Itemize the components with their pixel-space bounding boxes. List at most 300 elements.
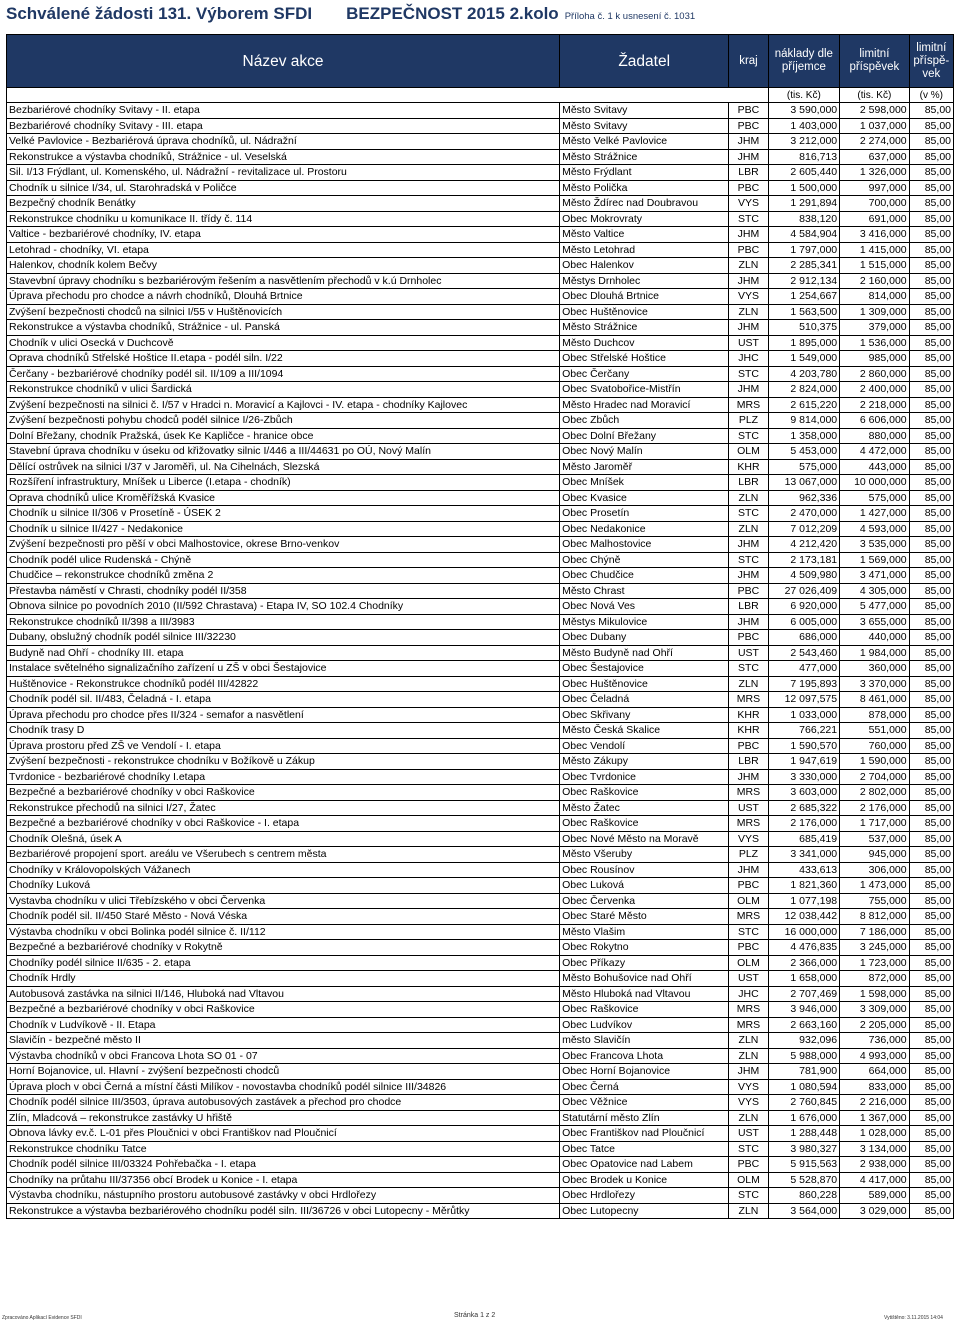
- cell-name: Chodník trasy D: [7, 723, 560, 739]
- table-row: [7, 413, 954, 429]
- cell-costs: 2 707,469: [768, 986, 840, 1002]
- cell-applicant: Obec Brodek u Konice: [560, 1172, 729, 1188]
- cell-limit: 4 305,000: [840, 583, 910, 599]
- cell-limit: 1 536,000: [840, 335, 910, 351]
- table-row: [7, 397, 954, 413]
- cell-pct: 85,00: [909, 769, 953, 785]
- cell-limit: 6 606,000: [840, 413, 910, 429]
- cell-name: Bezpečné a bezbariérové chodníky v Rokytně: [7, 940, 560, 956]
- table-row: [7, 630, 954, 646]
- cell-limit: 997,000: [840, 180, 910, 196]
- footer-source: Zpracováno Aplikací Evidence SFDI: [2, 1315, 82, 1321]
- cell-name: Obnova lávky ev.č. L-01 přes Ploučnici v obci Františkov nad Ploučnicí: [7, 1126, 560, 1142]
- cell-pct: 85,00: [909, 599, 953, 615]
- cell-costs: 685,419: [768, 831, 840, 847]
- cell-costs: 816,713: [768, 149, 840, 165]
- cell-applicant: Město Jaroměř: [560, 459, 729, 475]
- cell-name: Bezbariérové chodníky Svitavy - III. etapa: [7, 118, 560, 134]
- cell-pct: 85,00: [909, 335, 953, 351]
- cell-applicant: Obec Opatovice nad Labem: [560, 1157, 729, 1173]
- cell-kraj: VYS: [729, 1095, 768, 1111]
- cell-name: Halenkov, chodník kolem Bečvy: [7, 258, 560, 274]
- cell-pct: 85,00: [909, 1002, 953, 1018]
- cell-name: Bezpečné a bezbariérové chodníky v obci Raškovice: [7, 785, 560, 801]
- cell-kraj: UST: [729, 645, 768, 661]
- cell-costs: 5 453,000: [768, 444, 840, 460]
- table-row: [7, 583, 954, 599]
- cell-name: Přestavba náměstí v Chrasti, chodníky podél II/358: [7, 583, 560, 599]
- cell-kraj: LBR: [729, 475, 768, 491]
- cell-applicant: Obec Dubany: [560, 630, 729, 646]
- cell-costs: 510,375: [768, 320, 840, 336]
- cell-applicant: Městys Drnholec: [560, 273, 729, 289]
- cell-kraj: PLZ: [729, 413, 768, 429]
- cell-kraj: VYS: [729, 289, 768, 305]
- cell-limit: 691,000: [840, 211, 910, 227]
- cell-pct: 85,00: [909, 955, 953, 971]
- approved-applications-table: [6, 34, 954, 1219]
- unit-pct: (v %): [909, 88, 953, 103]
- cell-costs: 6 920,000: [768, 599, 840, 615]
- cell-applicant: Obec Lutopecny: [560, 1203, 729, 1219]
- table-row: [7, 444, 954, 460]
- table-row: [7, 754, 954, 770]
- cell-kraj: MRS: [729, 397, 768, 413]
- cell-pct: 85,00: [909, 1095, 953, 1111]
- cell-kraj: PBC: [729, 103, 768, 119]
- table-row: [7, 1048, 954, 1064]
- cell-limit: 443,000: [840, 459, 910, 475]
- table-row: [7, 428, 954, 444]
- cell-costs: 6 005,000: [768, 614, 840, 630]
- cell-name: Chodník Olešná, úsek A: [7, 831, 560, 847]
- cell-pct: 85,00: [909, 645, 953, 661]
- cell-name: Chodník podél silnice III/3503, úprava autobusových zastávek a přechod pro chodce: [7, 1095, 560, 1111]
- cell-kraj: OLM: [729, 893, 768, 909]
- cell-limit: 1 473,000: [840, 878, 910, 894]
- cell-costs: 5 915,563: [768, 1157, 840, 1173]
- cell-pct: 85,00: [909, 1110, 953, 1126]
- cell-kraj: LBR: [729, 165, 768, 181]
- table-row: [7, 599, 954, 615]
- cell-name: Rekonstrukce chodníku u komunikace II. třídy č. 114: [7, 211, 560, 227]
- table-row: [7, 676, 954, 692]
- cell-applicant: Město Letohrad: [560, 242, 729, 258]
- cell-kraj: MRS: [729, 785, 768, 801]
- cell-limit: 3 134,000: [840, 1141, 910, 1157]
- cell-pct: 85,00: [909, 878, 953, 894]
- cell-name: Letohrad - chodníky, VI. etapa: [7, 242, 560, 258]
- table-row: [7, 1126, 954, 1142]
- table-row: [7, 738, 954, 754]
- table-row: [7, 537, 954, 553]
- cell-limit: 1 415,000: [840, 242, 910, 258]
- cell-pct: 85,00: [909, 537, 953, 553]
- cell-costs: 12 038,442: [768, 909, 840, 925]
- cell-applicant: Město Svitavy: [560, 118, 729, 134]
- cell-name: Instalace světelného signalizačního zařízení u ZŠ v obci Šestajovice: [7, 661, 560, 677]
- header-limit-pct: limitní příspě-vek: [909, 35, 953, 88]
- cell-costs: 3 590,000: [768, 103, 840, 119]
- cell-costs: 2 663,160: [768, 1017, 840, 1033]
- cell-costs: 5 528,870: [768, 1172, 840, 1188]
- cell-costs: 4 476,835: [768, 940, 840, 956]
- cell-pct: 85,00: [909, 444, 953, 460]
- cell-pct: 85,00: [909, 366, 953, 382]
- table-row: [7, 769, 954, 785]
- cell-name: Valtice - bezbariérové chodníky, IV. etapa: [7, 227, 560, 243]
- cell-applicant: Obec Červenka: [560, 893, 729, 909]
- cell-applicant: Obec Černá: [560, 1079, 729, 1095]
- cell-pct: 85,00: [909, 258, 953, 274]
- cell-applicant: Obec Vendolí: [560, 738, 729, 754]
- cell-limit: 2 160,000: [840, 273, 910, 289]
- cell-kraj: VYS: [729, 831, 768, 847]
- cell-name: Bezpečný chodník Benátky: [7, 196, 560, 212]
- cell-limit: 2 598,000: [840, 103, 910, 119]
- cell-applicant: Město Velké Pavlovice: [560, 134, 729, 150]
- cell-costs: 7 195,893: [768, 676, 840, 692]
- cell-costs: 477,000: [768, 661, 840, 677]
- cell-kraj: KHR: [729, 707, 768, 723]
- table-row: [7, 366, 954, 382]
- cell-costs: 1 549,000: [768, 351, 840, 367]
- cell-applicant: Obec Prosetín: [560, 506, 729, 522]
- table-row: [7, 924, 954, 940]
- cell-kraj: VYS: [729, 1079, 768, 1095]
- cell-costs: 2 615,220: [768, 397, 840, 413]
- cell-pct: 85,00: [909, 1141, 953, 1157]
- cell-kraj: OLM: [729, 444, 768, 460]
- cell-limit: 8 812,000: [840, 909, 910, 925]
- cell-costs: 860,228: [768, 1188, 840, 1204]
- cell-pct: 85,00: [909, 521, 953, 537]
- cell-name: Tvrdonice - bezbariérové chodníky I.etapa: [7, 769, 560, 785]
- cell-kraj: JHM: [729, 382, 768, 398]
- cell-kraj: MRS: [729, 909, 768, 925]
- cell-name: Chudčice – rekonstrukce chodníků změna 2: [7, 568, 560, 584]
- cell-applicant: Město Hradec nad Moravicí: [560, 397, 729, 413]
- table-row: [7, 1002, 954, 1018]
- cell-name: Budyně nad Ohří - chodníky III. etapa: [7, 645, 560, 661]
- cell-pct: 85,00: [909, 1064, 953, 1080]
- cell-applicant: Městys Mikulovice: [560, 614, 729, 630]
- cell-limit: 945,000: [840, 847, 910, 863]
- cell-pct: 85,00: [909, 971, 953, 987]
- cell-limit: 760,000: [840, 738, 910, 754]
- cell-applicant: Obec Zbůch: [560, 413, 729, 429]
- cell-kraj: JHC: [729, 351, 768, 367]
- cell-applicant: Obec Halenkov: [560, 258, 729, 274]
- cell-limit: 551,000: [840, 723, 910, 739]
- table-row: [7, 1188, 954, 1204]
- table-row: [7, 816, 954, 832]
- cell-name: Rekonstrukce a výstavba chodníků, Strážnice - ul. Veselská: [7, 149, 560, 165]
- cell-pct: 85,00: [909, 196, 953, 212]
- cell-kraj: JHM: [729, 614, 768, 630]
- table-row: [7, 614, 954, 630]
- cell-limit: 360,000: [840, 661, 910, 677]
- cell-kraj: JHM: [729, 862, 768, 878]
- cell-kraj: STC: [729, 1141, 768, 1157]
- cell-applicant: Obec Chudčice: [560, 568, 729, 584]
- cell-costs: 1 821,360: [768, 878, 840, 894]
- cell-name: Úprava prostoru před ZŠ ve Vendolí - I. etapa: [7, 738, 560, 754]
- table-row: [7, 785, 954, 801]
- document-title: [6, 4, 695, 27]
- cell-costs: 1 358,000: [768, 428, 840, 444]
- cell-pct: 85,00: [909, 428, 953, 444]
- cell-kraj: PBC: [729, 242, 768, 258]
- cell-kraj: STC: [729, 506, 768, 522]
- cell-pct: 85,00: [909, 862, 953, 878]
- cell-applicant: Obec Věžnice: [560, 1095, 729, 1111]
- cell-pct: 85,00: [909, 1033, 953, 1049]
- cell-name: Zvýšení bezpečnosti pro pěší v obci Malhostovice, okrese Brno-venkov: [7, 537, 560, 553]
- footer-page: Stránka 1 z 2: [454, 1312, 496, 1319]
- cell-limit: 5 477,000: [840, 599, 910, 615]
- cell-kraj: PBC: [729, 583, 768, 599]
- cell-costs: 2 173,181: [768, 552, 840, 568]
- table-row: [7, 568, 954, 584]
- cell-kraj: STC: [729, 366, 768, 382]
- cell-applicant: Obec Čerčany: [560, 366, 729, 382]
- cell-name: Velké Pavlovice - Bezbariérová úprava chodníků, ul. Nádražní: [7, 134, 560, 150]
- cell-pct: 85,00: [909, 506, 953, 522]
- cell-costs: 1 797,000: [768, 242, 840, 258]
- cell-applicant: Obec Huštěnovice: [560, 304, 729, 320]
- cell-limit: 1 723,000: [840, 955, 910, 971]
- cell-name: Chodník podél silnice III/03324 Pohřebačka - I. etapa: [7, 1157, 560, 1173]
- cell-applicant: Obec Příkazy: [560, 955, 729, 971]
- cell-kraj: PBC: [729, 180, 768, 196]
- cell-applicant: Obec Malhostovice: [560, 537, 729, 553]
- cell-costs: 962,336: [768, 490, 840, 506]
- cell-pct: 85,00: [909, 118, 953, 134]
- cell-costs: 2 685,322: [768, 800, 840, 816]
- cell-costs: 1 288,448: [768, 1126, 840, 1142]
- table-row: [7, 831, 954, 847]
- cell-kraj: JHM: [729, 1064, 768, 1080]
- cell-applicant: Město Hluboká nad Vltavou: [560, 986, 729, 1002]
- cell-name: Rekonstrukce chodníků II/398 a III/3983: [7, 614, 560, 630]
- cell-limit: 833,000: [840, 1079, 910, 1095]
- cell-name: Zvýšení bezpečnosti na silnici č. I/57 v Hradci n. Moravicí a Kajlovci - IV. etapa - chodníky Kajlovec: [7, 397, 560, 413]
- cell-costs: 2 824,000: [768, 382, 840, 398]
- cell-name: Oprava chodníků Střelské Hoštice II.etapa - podél siln. I/22: [7, 351, 560, 367]
- cell-kraj: STC: [729, 924, 768, 940]
- table-row: [7, 893, 954, 909]
- cell-applicant: Město Zákupy: [560, 754, 729, 770]
- cell-pct: 85,00: [909, 630, 953, 646]
- cell-kraj: STC: [729, 211, 768, 227]
- cell-kraj: ZLN: [729, 1203, 768, 1219]
- cell-costs: 3 212,000: [768, 134, 840, 150]
- cell-applicant: Obec Ludvíkov: [560, 1017, 729, 1033]
- cell-limit: 1 590,000: [840, 754, 910, 770]
- cell-pct: 85,00: [909, 800, 953, 816]
- cell-costs: 2 543,460: [768, 645, 840, 661]
- cell-limit: 814,000: [840, 289, 910, 305]
- cell-limit: 8 461,000: [840, 692, 910, 708]
- cell-pct: 85,00: [909, 909, 953, 925]
- cell-limit: 2 176,000: [840, 800, 910, 816]
- cell-name: Chodník Hrdly: [7, 971, 560, 987]
- cell-pct: 85,00: [909, 180, 953, 196]
- cell-limit: 537,000: [840, 831, 910, 847]
- cell-pct: 85,00: [909, 165, 953, 181]
- cell-pct: 85,00: [909, 1017, 953, 1033]
- cell-kraj: OLM: [729, 1172, 768, 1188]
- cell-limit: 3 029,000: [840, 1203, 910, 1219]
- cell-pct: 85,00: [909, 149, 953, 165]
- cell-applicant: Obec Huštěnovice: [560, 676, 729, 692]
- cell-costs: 2 760,845: [768, 1095, 840, 1111]
- cell-name: Autobusová zastávka na silnici II/146, Hluboká nad Vltavou: [7, 986, 560, 1002]
- cell-applicant: Obec Mníšek: [560, 475, 729, 491]
- header-costs: náklady dle příjemce: [768, 35, 840, 88]
- cell-kraj: PBC: [729, 630, 768, 646]
- cell-name: Čerčany - bezbariérové chodníky podél sil. II/109 a III/1094: [7, 366, 560, 382]
- cell-kraj: ZLN: [729, 1033, 768, 1049]
- cell-costs: 1 563,500: [768, 304, 840, 320]
- cell-pct: 85,00: [909, 1172, 953, 1188]
- cell-name: Stavevbní úpravy chodníku s bezbariérovým řešením a nasvětlením přechodů v k.ú Drnholec: [7, 273, 560, 289]
- table-row: [7, 521, 954, 537]
- header-name: Název akce: [7, 35, 560, 88]
- cell-name: Výstavba chodníků v obci Francova Lhota SO 01 - 07: [7, 1048, 560, 1064]
- cell-kraj: JHM: [729, 273, 768, 289]
- cell-kraj: JHM: [729, 769, 768, 785]
- cell-name: Oprava chodníků ulice Kroměřížská Kvasice: [7, 490, 560, 506]
- cell-name: Bezbariérové propojení sport. areálu ve Všerubech s centrem města: [7, 847, 560, 863]
- table-row: [7, 723, 954, 739]
- table-row: [7, 971, 954, 987]
- cell-costs: 13 067,000: [768, 475, 840, 491]
- cell-name: Rekonstrukce a výstavba bezbariérového chodníku podél siln. III/36726 v obci Lutopecny - Měrůtky: [7, 1203, 560, 1219]
- cell-kraj: STC: [729, 1188, 768, 1204]
- cell-pct: 85,00: [909, 707, 953, 723]
- cell-applicant: Město Vlašim: [560, 924, 729, 940]
- cell-kraj: ZLN: [729, 521, 768, 537]
- cell-costs: 2 470,000: [768, 506, 840, 522]
- cell-limit: 878,000: [840, 707, 910, 723]
- cell-applicant: Město Chrast: [560, 583, 729, 599]
- cell-pct: 85,00: [909, 785, 953, 801]
- cell-limit: 755,000: [840, 893, 910, 909]
- cell-applicant: město Slavičín: [560, 1033, 729, 1049]
- cell-pct: 85,00: [909, 1126, 953, 1142]
- table-row: [7, 273, 954, 289]
- cell-kraj: STC: [729, 661, 768, 677]
- cell-kraj: LBR: [729, 754, 768, 770]
- cell-limit: 3 471,000: [840, 568, 910, 584]
- cell-applicant: Město Duchcov: [560, 335, 729, 351]
- cell-pct: 85,00: [909, 692, 953, 708]
- cell-limit: 7 186,000: [840, 924, 910, 940]
- table-row: [7, 459, 954, 475]
- cell-limit: 575,000: [840, 490, 910, 506]
- cell-pct: 85,00: [909, 490, 953, 506]
- cell-limit: 1 028,000: [840, 1126, 910, 1142]
- table-row: [7, 1172, 954, 1188]
- cell-kraj: MRS: [729, 692, 768, 708]
- header-kraj: kraj: [729, 35, 768, 88]
- cell-kraj: KHR: [729, 723, 768, 739]
- cell-pct: 85,00: [909, 273, 953, 289]
- cell-applicant: Město Valtice: [560, 227, 729, 243]
- cell-costs: 3 980,327: [768, 1141, 840, 1157]
- cell-name: Chodník u silnice II/306 v Prosetíně - ÚSEK 2: [7, 506, 560, 522]
- cell-applicant: Obec Tatce: [560, 1141, 729, 1157]
- cell-costs: 4 509,980: [768, 568, 840, 584]
- table-row: [7, 490, 954, 506]
- table-row: [7, 940, 954, 956]
- table-row: [7, 196, 954, 212]
- cell-kraj: PBC: [729, 940, 768, 956]
- cell-name: Bezpečné a bezbariérové chodníky v obci Raškovice - I. etapa: [7, 816, 560, 832]
- cell-kraj: ZLN: [729, 258, 768, 274]
- cell-costs: 932,096: [768, 1033, 840, 1049]
- cell-applicant: Obec Rokytno: [560, 940, 729, 956]
- cell-name: Chodník v ulici Osecká v Duchcově: [7, 335, 560, 351]
- table-row: [7, 289, 954, 305]
- unit-limit: (tis. Kč): [840, 88, 910, 103]
- cell-pct: 85,00: [909, 227, 953, 243]
- cell-pct: 85,00: [909, 289, 953, 305]
- table-row: [7, 103, 954, 119]
- cell-limit: 1 515,000: [840, 258, 910, 274]
- cell-costs: 1 676,000: [768, 1110, 840, 1126]
- table-row: [7, 692, 954, 708]
- cell-pct: 85,00: [909, 1079, 953, 1095]
- cell-name: Rekonstrukce chodníku Tatce: [7, 1141, 560, 1157]
- cell-costs: 3 946,000: [768, 1002, 840, 1018]
- table-row: [7, 165, 954, 181]
- table-row: [7, 258, 954, 274]
- cell-applicant: Obec Nový Malín: [560, 444, 729, 460]
- header-limit: limitní příspěvek: [840, 35, 910, 88]
- cell-applicant: Obec Nové Město na Moravě: [560, 831, 729, 847]
- cell-name: Rekonstrukce chodníků v ulici Šardická: [7, 382, 560, 398]
- cell-costs: 4 212,420: [768, 537, 840, 553]
- cell-name: Chodníky Luková: [7, 878, 560, 894]
- cell-name: Stavební úprava chodníku v úseku od křižovatky silnic I/446 a III/44631 po OÚ, Nový Malín: [7, 444, 560, 460]
- cell-kraj: OLM: [729, 955, 768, 971]
- cell-name: Obnova silnice po povodních 2010 (II/592 Chrastava) - Etapa IV, SO 102.4 Chodníky: [7, 599, 560, 615]
- cell-name: Chodníky na průtahu III/37356 obcí Brodek u Konice - I. etapa: [7, 1172, 560, 1188]
- cell-kraj: UST: [729, 971, 768, 987]
- cell-costs: 1 080,594: [768, 1079, 840, 1095]
- cell-costs: 4 584,904: [768, 227, 840, 243]
- cell-name: Rekonstrukce přechodů na silnici I/27, Žatec: [7, 800, 560, 816]
- cell-applicant: Město Strážnice: [560, 149, 729, 165]
- cell-costs: 3 564,000: [768, 1203, 840, 1219]
- cell-limit: 2 274,000: [840, 134, 910, 150]
- cell-pct: 85,00: [909, 459, 953, 475]
- cell-costs: 2 285,341: [768, 258, 840, 274]
- cell-limit: 440,000: [840, 630, 910, 646]
- cell-kraj: PBC: [729, 118, 768, 134]
- cell-applicant: Obec Mokrovraty: [560, 211, 729, 227]
- table-row: [7, 382, 954, 398]
- cell-pct: 85,00: [909, 1048, 953, 1064]
- cell-applicant: Obec Raškovice: [560, 785, 729, 801]
- cell-applicant: Obec Střelské Hoštice: [560, 351, 729, 367]
- cell-pct: 85,00: [909, 661, 953, 677]
- cell-costs: 5 988,000: [768, 1048, 840, 1064]
- cell-name: Bezbariérové chodníky Svitavy - II. etapa: [7, 103, 560, 119]
